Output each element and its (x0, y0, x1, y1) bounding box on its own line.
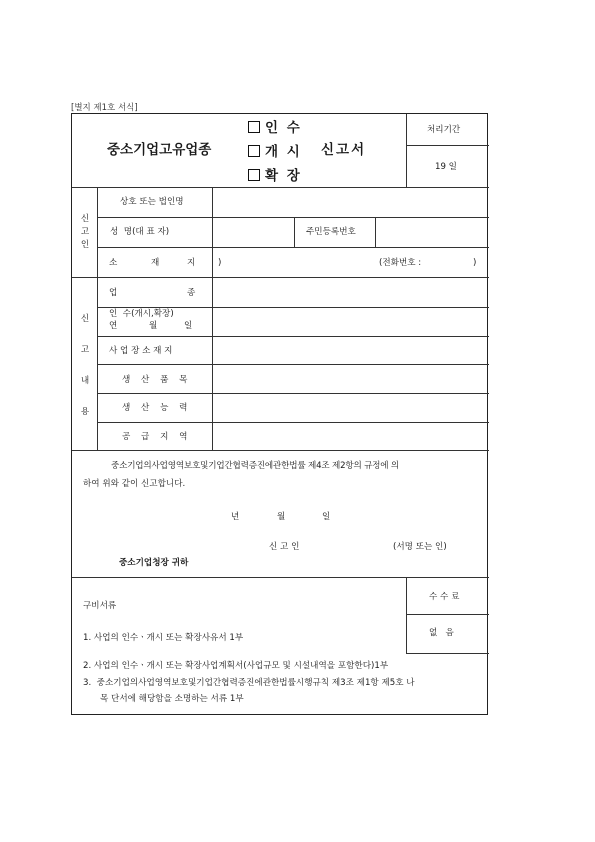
date-label-year: 연 (109, 321, 118, 331)
attachment-item-2: 2. 사업의 인수ㆍ개시 또는 확장사업계획서(사업규모 및 시설내역을 포함한다)1부 (83, 661, 389, 671)
resident-no-label: 주민등록번호 (306, 227, 356, 237)
industry-label-1: 업 (109, 288, 118, 298)
reporter-section-label-2: 고 (80, 227, 90, 237)
processing-divider (406, 145, 489, 146)
fee-bottom-line (406, 653, 489, 654)
details-section-label-3: 내 (80, 376, 90, 386)
details-section-label-1: 신 (80, 314, 90, 324)
name-field[interactable] (214, 220, 292, 245)
declaration-bottom-line (72, 577, 489, 578)
attachments-title: 구비서류 (83, 601, 117, 611)
processing-value: 19 일 (435, 162, 457, 172)
date-field[interactable] (214, 309, 486, 334)
header-right-divider (406, 114, 407, 187)
form-number: [별지 제1호 서식] (71, 103, 138, 113)
reporter-bottom-line (72, 277, 489, 278)
capacity-label: 생 산 능 력 (122, 403, 192, 413)
details-section-label-2: 고 (80, 345, 90, 355)
option-takeover[interactable] (248, 121, 302, 136)
date-label-month: 월 (149, 321, 158, 331)
address-field[interactable]: ) (218, 258, 222, 268)
location-field[interactable] (214, 338, 486, 362)
details-row2-line (97, 336, 489, 337)
date-label-line1: 인 수(개시,확장) (109, 309, 174, 319)
supply-label: 공 급 지 역 (122, 432, 192, 442)
capacity-field[interactable] (214, 396, 486, 420)
location-label: 사 업 장 소 재 지 (109, 346, 173, 356)
business-name-field[interactable] (214, 190, 486, 215)
details-section-label-4: 용 (80, 407, 90, 417)
phone-open: (전화번호 : (379, 258, 422, 268)
resident-divider-a (294, 217, 295, 247)
header-bottom-line (72, 187, 489, 188)
attachment-item-1: 1. 사업의 인수ㆍ개시 또는 확장사유서 1부 (83, 633, 244, 643)
declaration-day: 일 (322, 512, 331, 522)
option-expand-label: 확 장 (265, 168, 302, 184)
fee-divider (406, 577, 407, 653)
address-label-3: 지 (187, 258, 196, 268)
signature-label: (서명 또는 인) (393, 542, 447, 552)
fee-label: 수 수 료 (429, 592, 460, 602)
resident-divider-b (375, 217, 376, 247)
form-frame (71, 113, 488, 715)
date-label-day: 일 (184, 321, 193, 331)
addressee: 중소기업청장 귀하 (119, 558, 189, 568)
attachment-item-3-line1: 3. 중소기업의사업영역보호및기업간협력증진에관한법률시행규칙 제3조 제1항 제5호 나 (83, 678, 415, 688)
reporter-section-label-1: 신 (80, 214, 90, 224)
declaration-month: 월 (277, 512, 286, 522)
details-row4-line (97, 393, 489, 394)
reporter-label-divider (97, 187, 98, 277)
fee-mid-line (406, 614, 489, 615)
address-label-1: 소 (109, 258, 118, 268)
option-takeover-label: 인 수 (265, 120, 302, 136)
details-row1-line (97, 307, 489, 308)
title-right: 신고서 (321, 142, 367, 158)
phone-close: ) (473, 258, 477, 268)
industry-label-2: 종 (187, 288, 196, 298)
reporter-row2-line (97, 247, 489, 248)
fee-value: 없 음 (429, 628, 454, 638)
processing-label: 처리기간 (427, 125, 461, 135)
details-row5-line (97, 422, 489, 423)
supply-field[interactable] (214, 424, 486, 448)
product-label: 생 산 품 목 (122, 375, 192, 385)
option-start[interactable] (248, 145, 302, 160)
checkbox-expand[interactable] (248, 169, 260, 181)
attachment-item-3-line2: 목 단서에 해당함을 소명하는 서류 1부 (100, 694, 244, 704)
signature-field[interactable] (317, 536, 387, 554)
title-left: 중소기업고유업종 (107, 142, 212, 158)
reporter-row1-line (97, 217, 489, 218)
option-expand[interactable] (248, 169, 302, 184)
name-label: 성 명(대 표 자) (110, 227, 170, 237)
checkbox-takeover[interactable] (248, 121, 260, 133)
reporter-section-label-3: 인 (80, 240, 90, 250)
industry-field[interactable] (214, 280, 486, 305)
details-row3-line (97, 364, 489, 365)
option-start-label: 개 시 (265, 144, 302, 160)
reporter-sign-label: 신 고 인 (269, 542, 300, 552)
address-label-2: 재 (151, 258, 160, 268)
declaration-text-line1: 중소기업의사업영역보호및기업간협력증진에관한법률 제4조 제2항의 규정에 의 (111, 461, 400, 471)
phone-field[interactable] (436, 252, 470, 272)
product-field[interactable] (214, 367, 486, 391)
reporter-value-divider (212, 187, 213, 277)
details-bottom-line (72, 450, 489, 451)
business-name-label: 상호 또는 법인명 (120, 197, 184, 207)
resident-no-field[interactable] (377, 220, 487, 245)
declaration-year: 년 (231, 512, 240, 522)
checkbox-start[interactable] (248, 145, 260, 157)
declaration-text-line2: 하여 위와 같이 신고합니다. (83, 479, 186, 489)
